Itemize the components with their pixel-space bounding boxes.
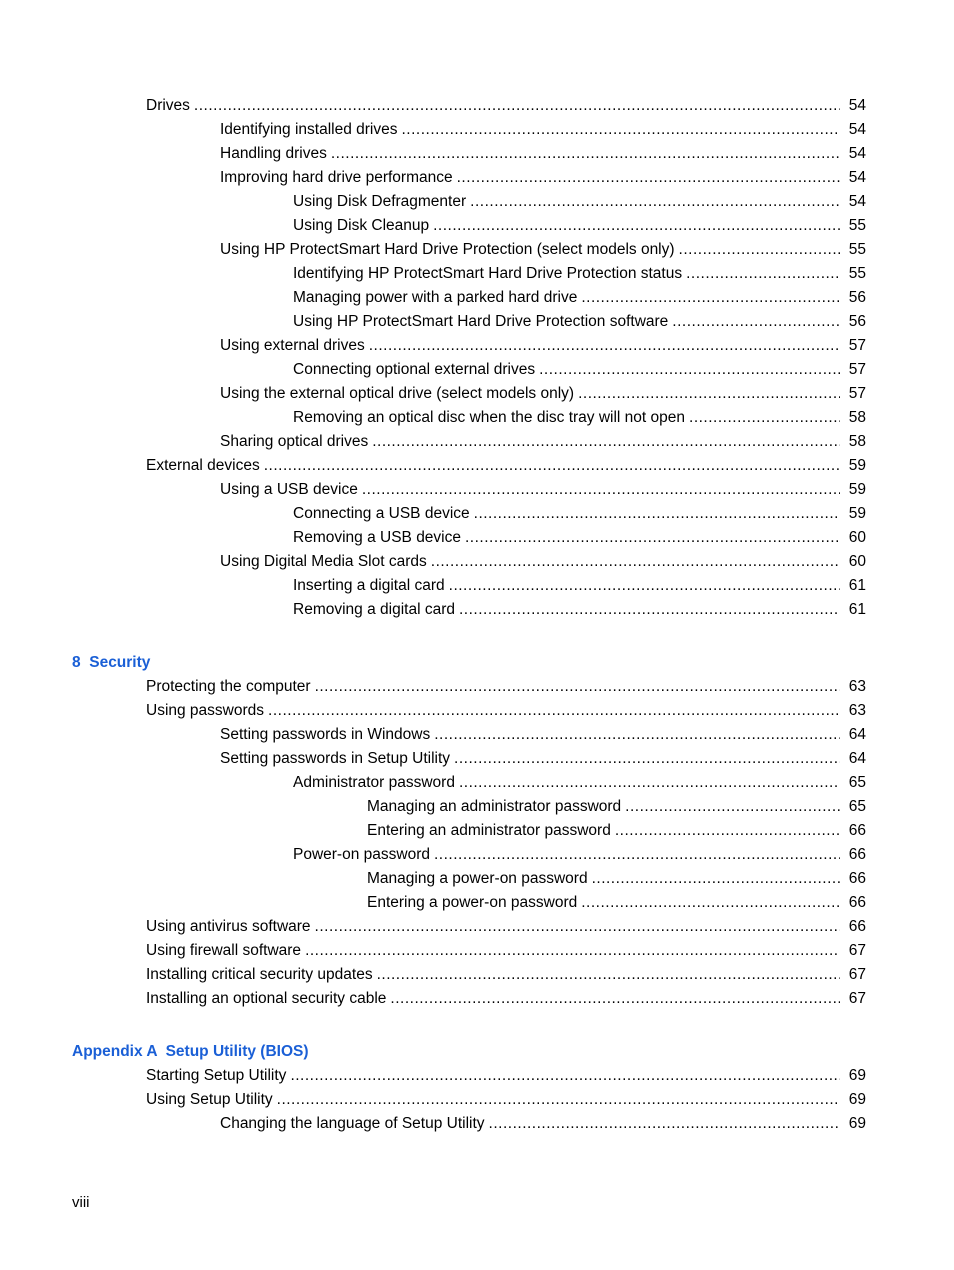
table-of-contents bbox=[0, 94, 954, 1136]
toc-entry-page: 67 bbox=[848, 966, 866, 983]
dot-leader bbox=[465, 526, 840, 550]
toc-entry[interactable] bbox=[0, 574, 954, 598]
dot-leader bbox=[402, 118, 841, 142]
toc-entry-page: 66 bbox=[848, 918, 866, 935]
toc-entry-line bbox=[367, 819, 866, 843]
toc-entry-title: Using firewall software bbox=[146, 939, 305, 963]
section-gap bbox=[0, 622, 954, 651]
toc-entry-title: Using Disk Cleanup bbox=[293, 214, 433, 238]
toc-entry-page: 61 bbox=[848, 601, 866, 618]
dot-leader bbox=[390, 987, 840, 1011]
toc-entry[interactable] bbox=[0, 987, 954, 1011]
toc-entry[interactable] bbox=[0, 771, 954, 795]
toc-entry-title: External devices bbox=[146, 454, 264, 478]
dot-leader bbox=[672, 310, 840, 334]
toc-entry-title: Sharing optical drives bbox=[220, 430, 372, 454]
toc-entry-title: Improving hard drive performance bbox=[220, 166, 457, 190]
toc-entry[interactable] bbox=[0, 118, 954, 142]
toc-entry[interactable] bbox=[0, 214, 954, 238]
toc-entry-title: Using HP ProtectSmart Hard Drive Protection (select models only) bbox=[220, 238, 679, 262]
section-gap bbox=[0, 1011, 954, 1040]
section-heading[interactable]: Appendix A Setup Utility (BIOS) bbox=[72, 1043, 309, 1060]
toc-entry[interactable] bbox=[0, 382, 954, 406]
dot-leader bbox=[290, 1064, 840, 1088]
toc-entry[interactable] bbox=[0, 963, 954, 987]
toc-entry-page: 57 bbox=[848, 361, 866, 378]
toc-entry-title: Starting Setup Utility bbox=[146, 1064, 290, 1088]
toc-entry-page: 58 bbox=[848, 433, 866, 450]
toc-entry-line bbox=[220, 478, 866, 502]
toc-entry-title: Identifying installed drives bbox=[220, 118, 402, 142]
toc-entry-title: Using HP ProtectSmart Hard Drive Protection software bbox=[293, 310, 672, 334]
toc-entry-line bbox=[220, 382, 866, 406]
toc-entry[interactable] bbox=[0, 1088, 954, 1112]
toc-entry-title: Setting passwords in Windows bbox=[220, 723, 434, 747]
dot-leader bbox=[459, 598, 840, 622]
toc-entry-line bbox=[220, 334, 866, 358]
toc-entry[interactable] bbox=[0, 430, 954, 454]
toc-entry-title: Using a USB device bbox=[220, 478, 362, 502]
toc-entry-title: Using Disk Defragmenter bbox=[293, 190, 470, 214]
toc-entry[interactable] bbox=[0, 262, 954, 286]
toc-entry-page: 65 bbox=[848, 798, 866, 815]
toc-entry[interactable] bbox=[0, 675, 954, 699]
toc-entry-title: Drives bbox=[146, 94, 194, 118]
toc-entry-line bbox=[146, 939, 866, 963]
dot-leader bbox=[433, 214, 840, 238]
toc-entry-page: 67 bbox=[848, 990, 866, 1007]
toc-entry-line bbox=[146, 675, 866, 699]
toc-entry-title: Connecting optional external drives bbox=[293, 358, 539, 382]
dot-leader bbox=[459, 771, 840, 795]
toc-entry-page: 66 bbox=[848, 846, 866, 863]
toc-entry-title: Setting passwords in Setup Utility bbox=[220, 747, 454, 771]
toc-entry-title: Changing the language of Setup Utility bbox=[220, 1112, 489, 1136]
toc-entry-title: Installing an optional security cable bbox=[146, 987, 390, 1011]
toc-entry-page: 59 bbox=[848, 505, 866, 522]
toc-entry[interactable] bbox=[0, 939, 954, 963]
toc-entry-title: Connecting a USB device bbox=[293, 502, 474, 526]
toc-entry-page: 64 bbox=[848, 726, 866, 743]
toc-entry-title: Using Setup Utility bbox=[146, 1088, 277, 1112]
dot-leader bbox=[625, 795, 840, 819]
toc-entry-page: 63 bbox=[848, 702, 866, 719]
toc-entry-page: 69 bbox=[848, 1115, 866, 1132]
toc-entry[interactable] bbox=[0, 526, 954, 550]
toc-entry-page: 55 bbox=[848, 217, 866, 234]
dot-leader bbox=[369, 334, 840, 358]
dot-leader bbox=[457, 166, 840, 190]
toc-entry-page: 59 bbox=[848, 481, 866, 498]
toc-entry[interactable] bbox=[0, 723, 954, 747]
toc-entry-line bbox=[293, 214, 866, 238]
dot-leader bbox=[449, 574, 840, 598]
toc-entry[interactable] bbox=[0, 238, 954, 262]
dot-leader bbox=[315, 915, 840, 939]
dot-leader bbox=[331, 142, 840, 166]
toc-entry-title: Installing critical security updates bbox=[146, 963, 377, 987]
toc-entry-line bbox=[220, 747, 866, 771]
toc-entry-title: Handling drives bbox=[220, 142, 331, 166]
dot-leader bbox=[679, 238, 840, 262]
toc-entry-page: 60 bbox=[848, 553, 866, 570]
dot-leader bbox=[377, 963, 840, 987]
toc-entry-page: 64 bbox=[848, 750, 866, 767]
toc-entry-line bbox=[146, 454, 866, 478]
dot-leader bbox=[689, 406, 840, 430]
toc-entry-line bbox=[146, 699, 866, 723]
toc-entry-title: Removing a digital card bbox=[293, 598, 459, 622]
toc-entry-title: Identifying HP ProtectSmart Hard Drive Protection status bbox=[293, 262, 686, 286]
toc-entry-line bbox=[146, 1088, 866, 1112]
toc-entry-title: Removing an optical disc when the disc tray will not open bbox=[293, 406, 689, 430]
toc-entry[interactable] bbox=[0, 334, 954, 358]
toc-entry-title: Using Digital Media Slot cards bbox=[220, 550, 431, 574]
toc-entry-line bbox=[367, 795, 866, 819]
toc-entry-line bbox=[146, 963, 866, 987]
toc-entry[interactable] bbox=[0, 1064, 954, 1088]
toc-entry-line bbox=[220, 142, 866, 166]
toc-entry-line bbox=[293, 286, 866, 310]
toc-entry-page: 56 bbox=[848, 313, 866, 330]
toc-entry-line bbox=[146, 1064, 866, 1088]
page-number: viii bbox=[72, 1194, 90, 1211]
section-heading[interactable]: 8 Security bbox=[72, 654, 151, 671]
toc-entry-title: Using external drives bbox=[220, 334, 369, 358]
toc-entry[interactable] bbox=[0, 406, 954, 430]
toc-entry-page: 65 bbox=[848, 774, 866, 791]
toc-entry-page: 54 bbox=[848, 169, 866, 186]
toc-entry-page: 54 bbox=[848, 121, 866, 138]
dot-leader bbox=[315, 675, 840, 699]
toc-entry-page: 57 bbox=[848, 385, 866, 402]
toc-entry-line bbox=[293, 843, 866, 867]
toc-entry-title: Using passwords bbox=[146, 699, 268, 723]
toc-entry-line bbox=[220, 1112, 866, 1136]
toc-entry-title: Managing a power-on password bbox=[367, 867, 592, 891]
dot-leader bbox=[686, 262, 840, 286]
toc-entry-title: Entering an administrator password bbox=[367, 819, 615, 843]
dot-leader bbox=[539, 358, 840, 382]
toc-entry-page: 57 bbox=[848, 337, 866, 354]
toc-entry-line bbox=[220, 118, 866, 142]
toc-entry-line bbox=[146, 94, 866, 118]
toc-entry-page: 60 bbox=[848, 529, 866, 546]
toc-entry[interactable] bbox=[0, 699, 954, 723]
toc-entry-title: Protecting the computer bbox=[146, 675, 315, 699]
toc-entry-page: 55 bbox=[848, 265, 866, 282]
dot-leader bbox=[434, 843, 840, 867]
dot-leader bbox=[264, 454, 840, 478]
toc-entry-page: 54 bbox=[848, 193, 866, 210]
toc-entry-line bbox=[293, 406, 866, 430]
toc-entry-line bbox=[220, 166, 866, 190]
toc-entry[interactable] bbox=[0, 598, 954, 622]
dot-leader bbox=[372, 430, 840, 454]
toc-entry-page: 69 bbox=[848, 1091, 866, 1108]
toc-entry[interactable] bbox=[0, 747, 954, 771]
dot-leader bbox=[581, 891, 840, 915]
toc-entry-line bbox=[367, 867, 866, 891]
dot-leader bbox=[578, 382, 840, 406]
toc-entry[interactable] bbox=[0, 1112, 954, 1136]
toc-entry[interactable] bbox=[0, 94, 954, 118]
dot-leader bbox=[268, 699, 840, 723]
toc-entry[interactable] bbox=[0, 358, 954, 382]
toc-entry[interactable] bbox=[0, 166, 954, 190]
toc-entry-line bbox=[293, 310, 866, 334]
toc-entry-page: 67 bbox=[848, 942, 866, 959]
toc-entry-title: Inserting a digital card bbox=[293, 574, 449, 598]
toc-entry-page: 66 bbox=[848, 894, 866, 911]
toc-entry[interactable] bbox=[0, 502, 954, 526]
toc-entry-line bbox=[220, 550, 866, 574]
toc-entry-page: 63 bbox=[848, 678, 866, 695]
toc-entry-page: 69 bbox=[848, 1067, 866, 1084]
toc-entry-title: Managing an administrator password bbox=[367, 795, 625, 819]
toc-entry-title: Power-on password bbox=[293, 843, 434, 867]
toc-entry[interactable] bbox=[0, 286, 954, 310]
toc-entry[interactable] bbox=[0, 843, 954, 867]
toc-entry-page: 54 bbox=[848, 145, 866, 162]
toc-entry-title: Managing power with a parked hard drive bbox=[293, 286, 581, 310]
toc-entry-page: 54 bbox=[848, 97, 866, 114]
toc-entry-title: Using antivirus software bbox=[146, 915, 315, 939]
dot-leader bbox=[434, 723, 840, 747]
toc-entry-page: 59 bbox=[848, 457, 866, 474]
toc-entry[interactable] bbox=[0, 310, 954, 334]
dot-leader bbox=[489, 1112, 840, 1136]
toc-entry-line bbox=[293, 190, 866, 214]
dot-leader bbox=[431, 550, 840, 574]
dot-leader bbox=[474, 502, 840, 526]
dot-leader bbox=[592, 867, 840, 891]
toc-entry-page: 58 bbox=[848, 409, 866, 426]
toc-entry-title: Entering a power-on password bbox=[367, 891, 581, 915]
toc-entry[interactable] bbox=[0, 795, 954, 819]
toc-entry-title: Administrator password bbox=[293, 771, 459, 795]
toc-entry[interactable] bbox=[0, 891, 954, 915]
dot-leader bbox=[362, 478, 840, 502]
dot-leader bbox=[615, 819, 840, 843]
toc-entry-line bbox=[220, 723, 866, 747]
dot-leader bbox=[454, 747, 840, 771]
toc-entry[interactable] bbox=[0, 819, 954, 843]
toc-entry[interactable] bbox=[0, 454, 954, 478]
dot-leader bbox=[305, 939, 840, 963]
toc-entry-line bbox=[293, 502, 866, 526]
toc-entry-title: Using the external optical drive (select models only) bbox=[220, 382, 578, 406]
toc-entry-line bbox=[293, 771, 866, 795]
toc-entry-page: 66 bbox=[848, 822, 866, 839]
toc-entry-page: 61 bbox=[848, 577, 866, 594]
toc-entry[interactable] bbox=[0, 550, 954, 574]
toc-entry-line bbox=[220, 430, 866, 454]
toc-entry-line bbox=[293, 358, 866, 382]
toc-entry[interactable] bbox=[0, 915, 954, 939]
toc-entry[interactable] bbox=[0, 142, 954, 166]
toc-entry[interactable] bbox=[0, 190, 954, 214]
toc-entry-title: Removing a USB device bbox=[293, 526, 465, 550]
toc-entry-line bbox=[146, 915, 866, 939]
toc-entry-line bbox=[220, 238, 866, 262]
toc-entry[interactable] bbox=[0, 478, 954, 502]
toc-entry-line bbox=[293, 598, 866, 622]
toc-entry-page: 55 bbox=[848, 241, 866, 258]
toc-entry-page: 56 bbox=[848, 289, 866, 306]
toc-entry-line bbox=[293, 574, 866, 598]
dot-leader bbox=[581, 286, 840, 310]
dot-leader bbox=[470, 190, 840, 214]
toc-entry-line bbox=[146, 987, 866, 1011]
dot-leader bbox=[277, 1088, 840, 1112]
toc-entry[interactable] bbox=[0, 867, 954, 891]
dot-leader bbox=[194, 94, 840, 118]
toc-entry-line bbox=[293, 526, 866, 550]
toc-entry-line bbox=[293, 262, 866, 286]
toc-entry-page: 66 bbox=[848, 870, 866, 887]
toc-entry-line bbox=[367, 891, 866, 915]
